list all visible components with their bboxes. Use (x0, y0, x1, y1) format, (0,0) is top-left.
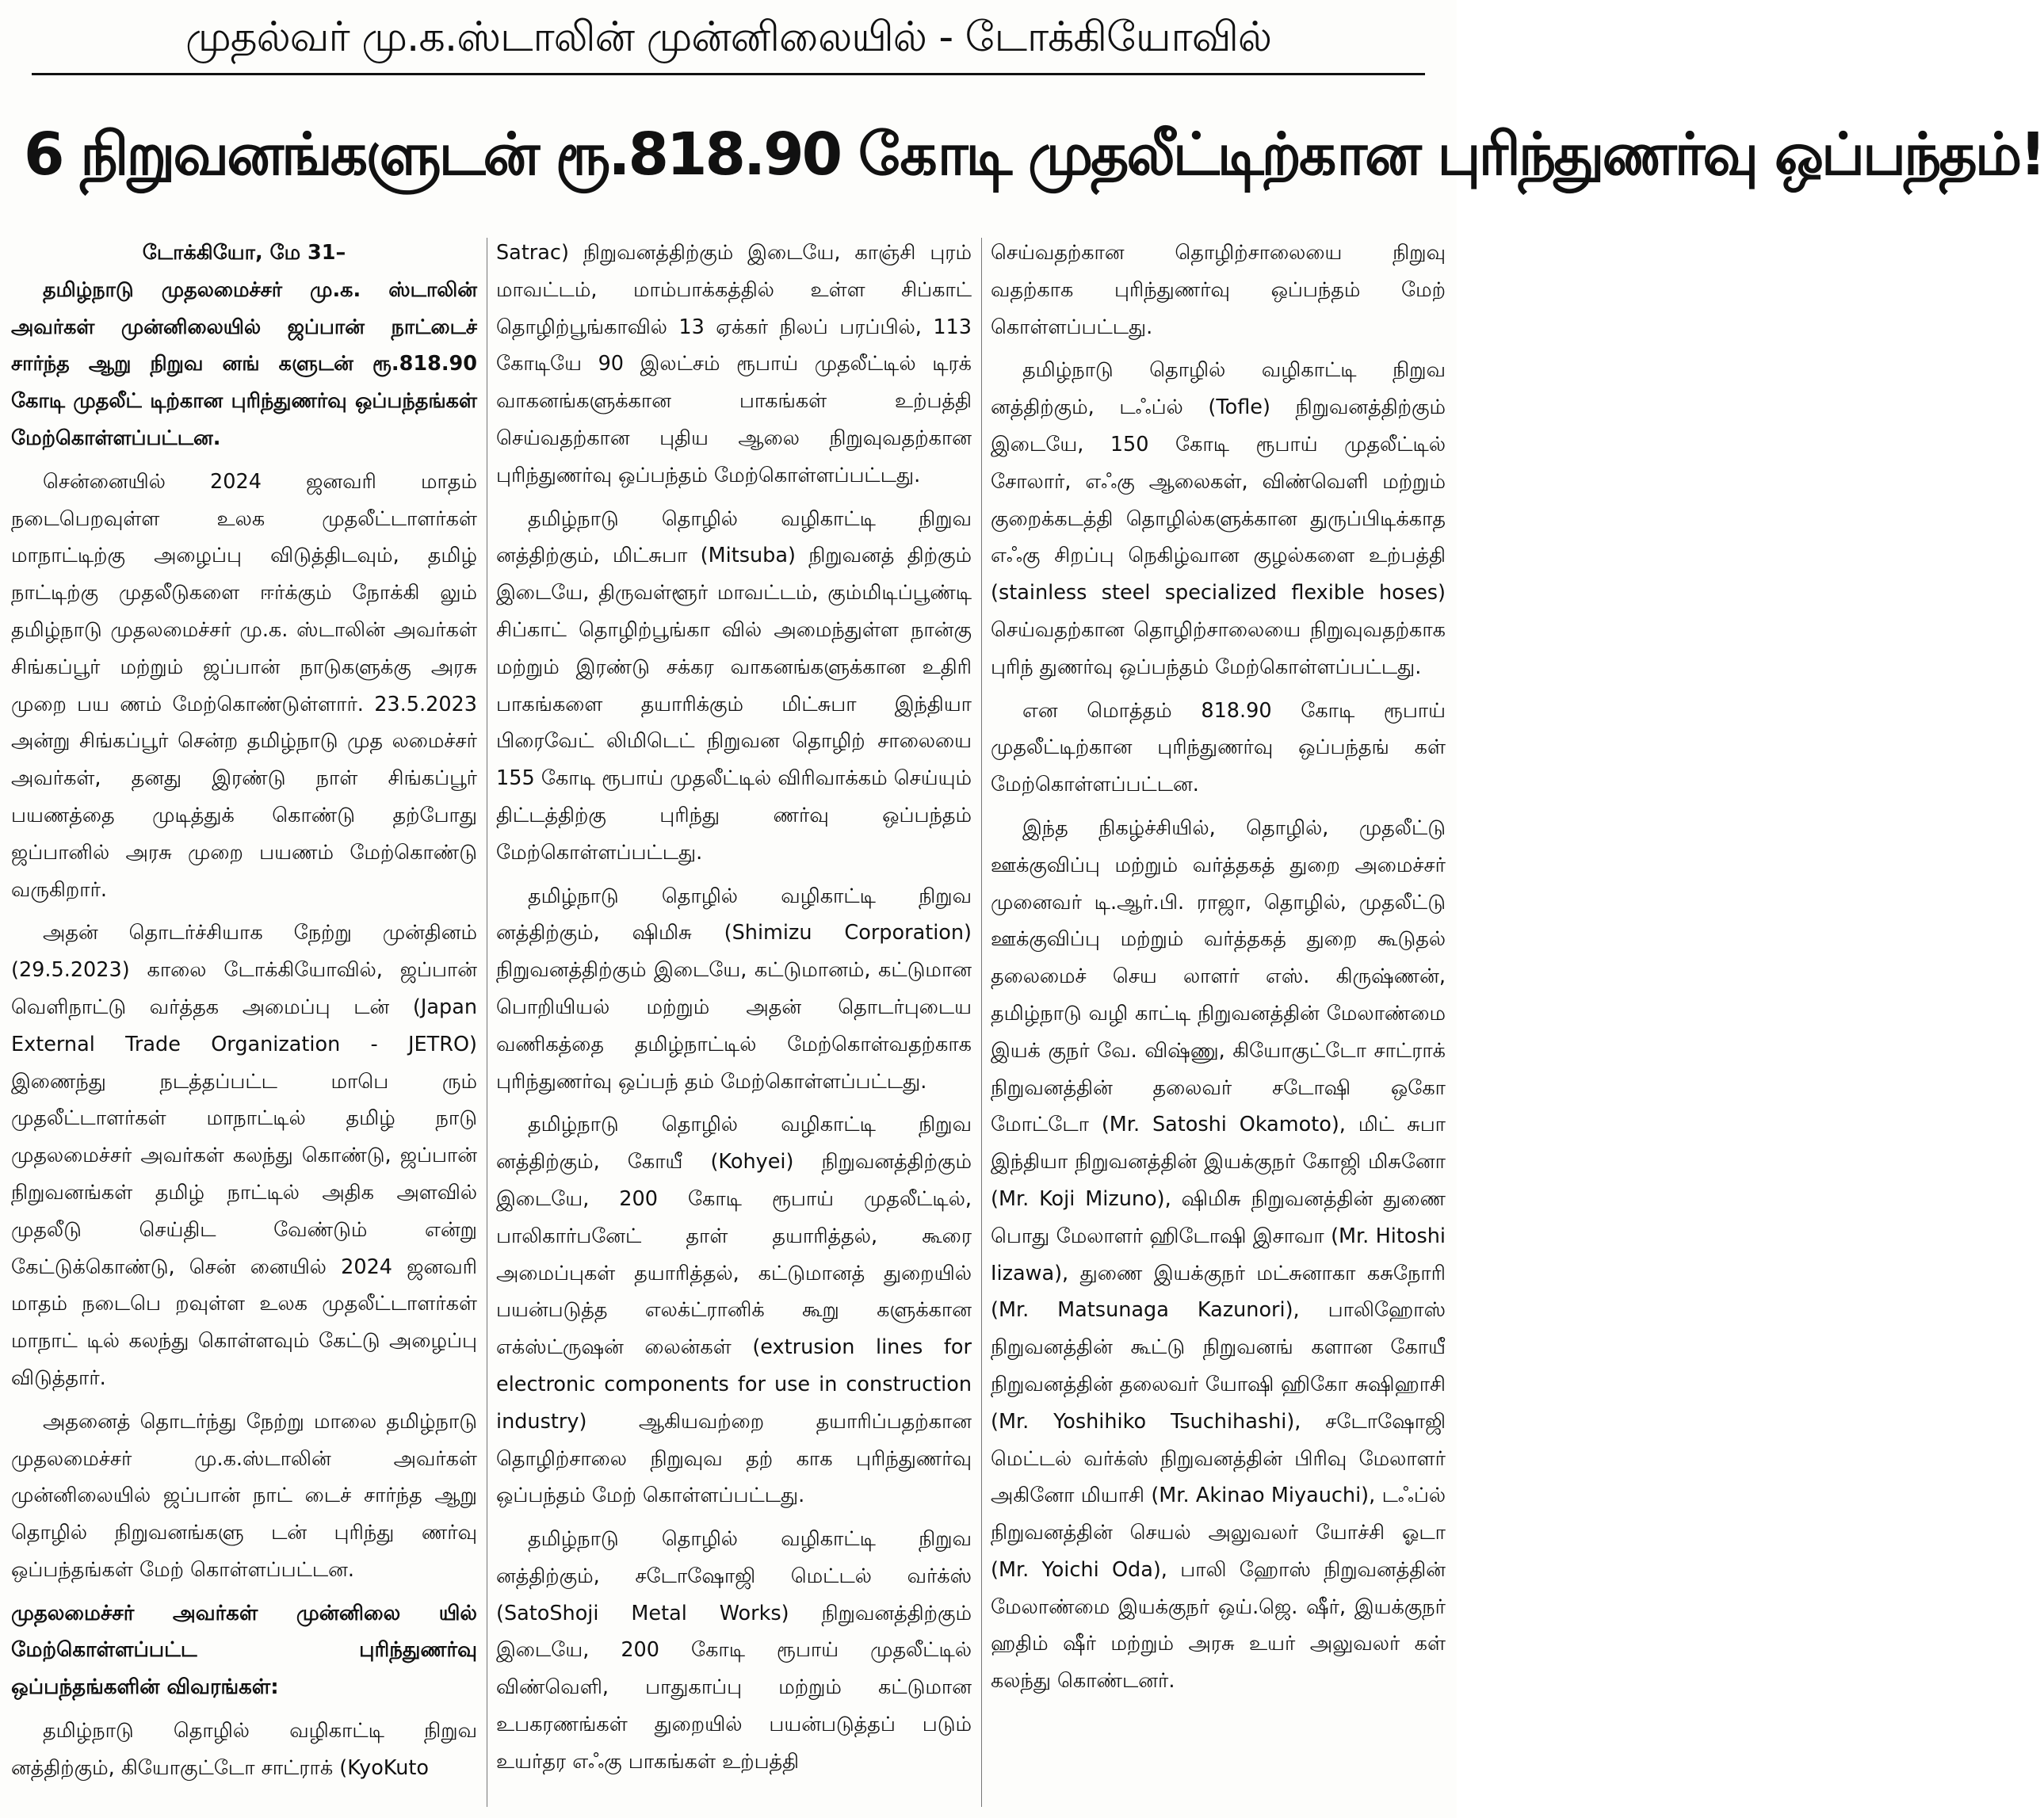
column-2 (496, 235, 972, 1812)
paragraph: தமிழ்நாடு தொழில் வழிகாட்டி நிறுவ னத்திற்கும், சடோஷோஜி மெட்டல் வர்க்ஸ் (SatoShoji Metal Works) நிறுவனத்திற்கும் இடையே, 200 கோடி ரூபாய் முதலீட்டில் விண்வெளி, பாதுகாப்பு மற்றும் கட்டுமான உபகரணங்கள் துறையில் பயன்படுத்தப் படும் உயர்தர எஃகு பாகங்கள் உற்பத்தி (496, 1527, 972, 1774)
column-1 (11, 235, 477, 1812)
paragraph: தமிழ்நாடு தொழில் வழிகாட்டி நிறுவ னத்திற்கும், கியோகுட்டோ சாட்ராக் (KyoKuto (11, 1719, 477, 1780)
article-body (11, 235, 1446, 1812)
paragraph: தமிழ்நாடு தொழில் வழிகாட்டி நிறுவ னத்திற்கும், டஃப்ல் (Tofle) நிறுவனத்திற்கும் இடையே, 150 கோடி ரூபாய் முதலீட்டில் சோலார், எஃகு ஆலைகள், விண்வெளி மற்றும் குறைக்கடத்தி தொழில்களுக்கான துருப்பிடிக்காத எஃகு சிறப்பு நெகிழ்வான குழல்களை உற்பத்தி (stainless steel specialized flexible hoses) செய்வதற்கான தொழிற்சாலையை நிறுவுவதற்காக புரிந் துணர்வு ஒப்பந்தம் மேற்கொள்ளப்பட்டது. (991, 358, 1446, 679)
paragraph: என மொத்தம் 818.90 கோடி ரூபாய் முதலீட்டிற்கான புரிந்துணர்வு ஒப்பந்தங் கள் மேற்கொள்ளப்பட்டன. (991, 698, 1446, 797)
paragraph: தமிழ்நாடு தொழில் வழிகாட்டி நிறுவ னத்திற்கும், ஷிமிசு (Shimizu Corporation) நிறுவனத்திற்கும் இடையே, கட்டுமானம், கட்டுமான பொறியியல் மற்றும் அதன் தொடர்புடைய வணிகத்தை தமிழ்நாட்டில் மேற்கொள்வதற்காக புரிந்துணர்வு ஒப்பந் தம் மேற்கொள்ளப்பட்டது. (496, 884, 972, 1094)
headline: 6 நிறுவனங்களுடன் ரூ.818.90 கோடி முதலீட்டிற்கான புரிந்துணர்வு ஒப்பந்தம்! (24, 120, 2044, 189)
paragraph: சென்னையில் 2024 ஜனவரி மாதம் நடைபெறவுள்ள உலக முதலீட்டாளர்கள் மாநாட்டிற்கு அழைப்பு விடுத்திடவும், தமிழ் நாட்டிற்கு முதலீடுகளை ஈர்க்கும் நோக்கி லும் தமிழ்நாடு முதலமைச்சர் மு.க. ஸ்டாலின் அவர்கள் சிங்கப்பூர் மற்றும் ஜப்பான் நாடுகளுக்கு அரசு முறை பய ணம் மேற்கொண்டுள்ளார். 23.5.2023 அன்று சிங்கப்பூர் சென்ற தமிழ்நாடு முத லமைச்சர் அவர்கள், தனது இரண்டு நாள் சிங்கப்பூர் பயணத்தை முடித்துக் கொண்டு தற்போது ஜப்பானில் அரசு முறை பயணம் மேற்கொண்டு வருகிறார். (11, 469, 477, 902)
paragraph: இந்த நிகழ்ச்சியில், தொழில், முதலீட்டு ஊக்குவிப்பு மற்றும் வர்த்தகத் துறை அமைச்சர் முனைவர் டி.ஆர்.பி. ராஜா, தொழில், முதலீட்டு ஊக்குவிப்பு மற்றும் வர்த்தகத் துறை கூடுதல் தலைமைச் செய லாளர் எஸ். கிருஷ்ணன், தமிழ்நாடு வழி காட்டி நிறுவனத்தின் மேலாண்மை இயக் குநர் வே. விஷ்ணு, கியோகுட்டோ சாட்ராக் நிறுவனத்தின் தலைவர் சடோஷி ஒகோ மோட்டோ (Mr. Satoshi Okamoto), மிட் சுபா இந்தியா நிறுவனத்தின் இயக்குநர் கோஜி மிசுனோ (Mr. Koji Mizuno), ஷிமிசு நிறுவனத்தின் துணை பொது மேலாளர் ஹிடோஷி இசாவா (Mr. Hitoshi Iizawa), துணை இயக்குநர் மட்சுனாகா கசுநோரி (Mr. Matsunaga Kazunori), பாலிஹோஸ் நிறுவனத்தின் கூட்டு நிறுவனங் களான கோயீ நிறுவனத்தின் தலைவர் யோஷி ஹிகோ சுஷிஹாசி (Mr. Yoshihiko Tsuchihashi), சடோஷோஜி மெட்டல் வர்க்ஸ் நிறுவனத்தின் பிரிவு மேலாளர் அகினோ மியாசி (Mr. Akinao Miyauchi), டஃப்ல் நிறுவனத்தின் செயல் அலுவலர் யோச்சி ஓடா (Mr. Yoichi Oda), பாலி ஹோஸ் நிறுவனத்தின் மேலாண்மை இயக்குநர் ஒய்.ஜெ. ஷீர், இயக்குநர் ஹதிம் ஷீர் மற்றும் அரசு உயர் அலுவலர் கள் கலந்து கொண்டனர். (991, 815, 1446, 1694)
paragraph-continued: Satrac) நிறுவனத்திற்கும் இடையே, காஞ்சி புரம் மாவட்டம், மாம்பாக்கத்தில் உள்ள சிப்காட் தொழிற்பூங்காவில் 13 ஏக்கர் நிலப் பரப்பில், 113 கோடியே 90 இலட்சம் ரூபாய் முதலீட்டில் டிரக் வாகனங்களுக்கான பாகங்கள் உற்பத்தி செய்வதற்கான புதிய ஆலை நிறுவுவதற்கான புரிந்துணர்வு ஒப்பந்தம் மேற்கொள்ளப்பட்டது. (496, 241, 972, 487)
lead-paragraph: தமிழ்நாடு முதலமைச்சர் மு.க. ஸ்டாலின் அவர்கள் முன்னிலையில் ஜப்பான் நாட்டைச் சார்ந்த ஆறு நிறுவ னங் களுடன் ரூ.818.90 கோடி முதலீட் டிற்கான புரிந்துணர்வு ஒப்பந்தங்கள் மேற்கொள்ளப்பட்டன. (11, 277, 477, 450)
paragraph-continued: செய்வதற்கான தொழிற்சாலையை நிறுவு வதற்காக புரிந்துணர்வு ஒப்பந்தம் மேற் கொள்ளப்பட்டது. (991, 241, 1446, 339)
column-divider (981, 238, 982, 1807)
paragraph: தமிழ்நாடு தொழில் வழிகாட்டி நிறுவ னத்திற்கும், மிட்சுபா (Mitsuba) நிறுவனத் திற்கும் இடையே, திருவள்ளூர் மாவட்டம், கும்மிடிப்பூண்டி சிப்காட் தொழிற்பூங்கா வில் அமைந்துள்ள நான்கு மற்றும் இரண்டு சக்கர வாகனங்களுக்கான உதிரி பாகங்களை தயாரிக்கும் மிட்சுபா இந்தியா பிரைவேட் லிமிடெட் நிறுவன தொழிற் சாலையை 155 கோடி ரூபாய் முதலீட்டில் விரிவாக்கம் செய்யும் திட்டத்திற்கு புரிந்து ணர்வு ஒப்பந்தம் மேற்கொள்ளப்பட்டது. (496, 506, 972, 865)
paragraph: தமிழ்நாடு தொழில் வழிகாட்டி நிறுவ னத்திற்கும், கோயீ (Kohyei) நிறுவனத்திற்கும் இடையே, 200 கோடி ரூபாய் முதலீட்டில், பாலிகார்பனேட் தாள் தயாரித்தல், கூரை அமைப்புகள் தயாரித்தல், கட்டுமானத் துறையில் பயன்படுத்த எலக்ட்ரானிக் கூறு களுக்கான எக்ஸ்ட்ருஷன் லைன்கள் (extrusion lines for electronic components for use in construction industry) ஆகியவற்றை தயாரிப்பதற்கான தொழிற்சாலை நிறுவுவ தற் காக புரிந்துணர்வு ஒப்பந்தம் மேற் கொள்ளப்பட்டது. (496, 1113, 972, 1508)
header-rule (32, 73, 1425, 75)
dateline: டோக்கியோ, மே 31– (142, 241, 346, 265)
subheading: முதலமைச்சர் அவர்கள் முன்னிலை யில் மேற்கொள்ளப்பட்ட புரிந்துணர்வு ஒப்பந்தங்களின் விவரங்கள்: (11, 1601, 477, 1700)
column-3 (991, 235, 1446, 1812)
paragraph: அதன் தொடர்ச்சியாக நேற்று முன்தினம் (29.5.2023) காலை டோக்கியோவில், ஜப்பான் வெளிநாட்டு வர்த்தக அமைப்பு டன் (Japan External Trade Organization - JETRO) இணைந்து நடத்தப்பட்ட மாபெ ரும் முதலீட்டாளர்கள் மாநாட்டில் தமிழ் நாடு முதலமைச்சர் அவர்கள் கலந்து கொண்டு, ஜப்பான் நிறுவனங்கள் தமிழ் நாட்டில் அதிக அளவில் முதலீடு செய்திட வேண்டும் என்று கேட்டுக்கொண்டு, சென் னையில் 2024 ஜனவரி மாதம் நடைபெ றவுள்ள உலக முதலீட்டாளர்கள் மாநாட் டில் கலந்து கொள்ளவும் கேட்டு அழைப்பு விடுத்தார். (11, 921, 477, 1390)
kicker-line: முதல்வர் மு.க.ஸ்டாலின் முன்னிலையில் - டோக்கியோவில் (185, 13, 1272, 61)
paragraph: அதனைத் தொடர்ந்து நேற்று மாலை தமிழ்நாடு முதலமைச்சர் மு.க.ஸ்டாலின் அவர்கள் முன்னிலையில் ஜப்பான் நாட் டைச் சார்ந்த ஆறு தொழில் நிறுவனங்களு டன் புரிந்து ணர்வு ஒப்பந்தங்கள் மேற் கொள்ளப்பட்டன. (11, 1409, 477, 1582)
